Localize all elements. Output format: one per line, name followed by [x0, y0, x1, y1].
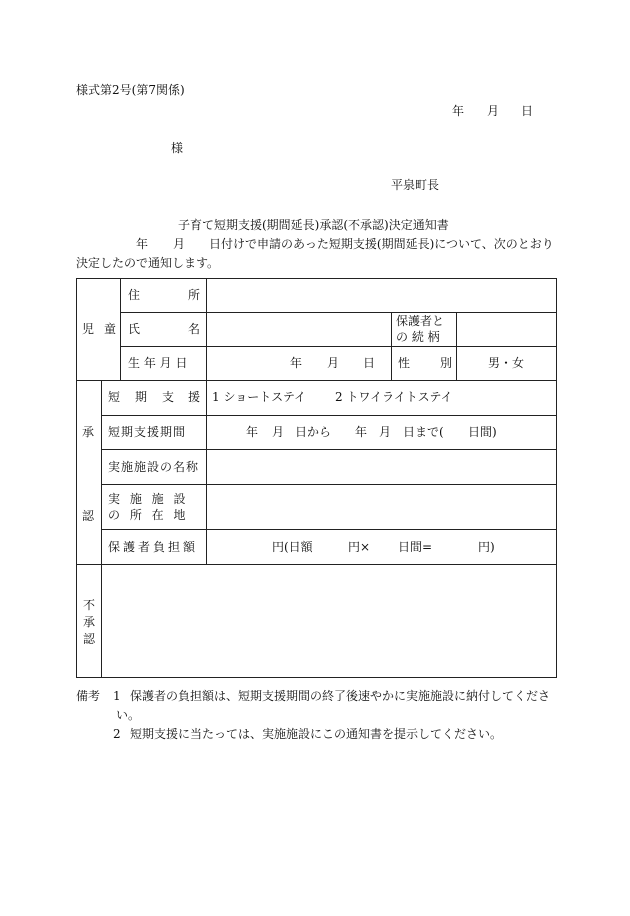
disapproval-label-2: 承 [83, 615, 96, 629]
period-label: 短期支援期間 [108, 425, 187, 439]
period-start-month: 月 [272, 425, 285, 439]
burden-total-yen: 円(日額 [272, 540, 313, 554]
sender: 平泉町長 [391, 178, 440, 192]
approval-label-1: 承 [82, 425, 95, 439]
support-option-twilight-stay: 2 トワイライトステイ [335, 390, 453, 404]
name-label-1: 氏 [128, 322, 141, 336]
addressee-suffix: 様 [171, 141, 184, 155]
note-2-text: 短期支援に当たっては、実施施設にこの通知書を提示してください。 [130, 727, 503, 741]
disapproval-label-1: 不 [83, 598, 96, 612]
support-type-label-2: 期 [135, 390, 148, 404]
sex-label-2: 別 [440, 356, 453, 370]
birthdate-year: 年 [290, 356, 303, 370]
approval-label-2: 認 [82, 509, 95, 523]
support-option-short-stay: 1 ショートステイ [212, 390, 307, 404]
note-1-continuation: い。 [116, 708, 141, 722]
note-1-number: 1 [113, 689, 121, 703]
disapproval-label-3: 認 [83, 632, 96, 646]
document-title: 子育て短期支援(期間延長)承認(不承認)決定通知書 [178, 218, 449, 232]
form-number: 様式第2号(第7関係) [76, 83, 185, 97]
note-1-text: 保護者の負担額は、短期支援期間の終了後速やかに実施施設に納付してくださ [130, 689, 551, 703]
facility-name-label: 実施施設の名称 [108, 460, 200, 474]
period-start-day: 日から [295, 425, 332, 439]
intro-text: 日付けで申請のあった短期支援(期間延長)について、次のとおり [209, 237, 554, 251]
sex-label-1: 性 [398, 356, 411, 370]
date-month: 月 [487, 104, 500, 118]
birthdate-label: 生 年 月 日 [128, 356, 188, 370]
period-end-year: 年 [355, 425, 368, 439]
child-label-1: 児 [82, 322, 95, 336]
burden-days: 日間= [398, 540, 433, 554]
birthdate-month: 月 [327, 356, 340, 370]
period-end-day: 日まで( [403, 425, 444, 439]
address-label-2: 所 [188, 288, 201, 302]
date-year: 年 [452, 104, 465, 118]
date-day: 日 [521, 104, 534, 118]
support-type-label-1: 短 [108, 390, 121, 404]
period-end-month: 月 [379, 425, 392, 439]
burden-daily-yen: 円× [348, 540, 371, 554]
period-start-year: 年 [246, 425, 259, 439]
facility-location-label-2: の 所 在 地 [108, 508, 189, 522]
notes-heading: 備考 [76, 689, 101, 703]
name-label-2: 名 [188, 322, 201, 336]
intro-year: 年 [136, 237, 149, 251]
birthdate-day: 日 [363, 356, 376, 370]
intro-line2: 決定したので通知します。 [76, 256, 220, 270]
period-days: 日間) [468, 425, 497, 439]
support-type-label-3: 支 [162, 390, 175, 404]
guardian-relation-label-2: の 続 柄 [396, 330, 440, 344]
support-type-label-4: 援 [188, 390, 201, 404]
intro-month: 月 [173, 237, 186, 251]
guardian-relation-label-1: 保護者と [396, 314, 445, 328]
address-label-1: 住 [128, 288, 141, 302]
sex-value: 男・女 [488, 356, 525, 370]
note-2-number: 2 [113, 727, 121, 741]
child-label-2: 童 [104, 322, 117, 336]
facility-location-label-1: 実 施 施 設 [108, 492, 189, 506]
guardian-burden-label: 保護者負担額 [108, 540, 199, 554]
burden-result-yen: 円) [478, 540, 495, 554]
